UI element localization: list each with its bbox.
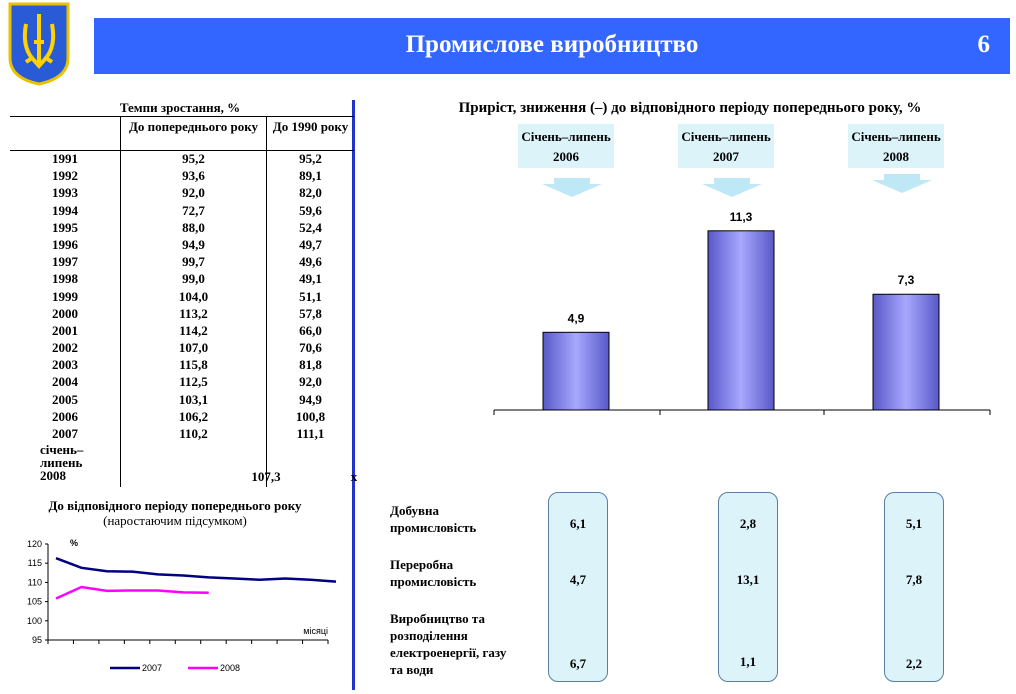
sector-label-mining: Добувна промисловість <box>390 503 477 535</box>
series-line-2008 <box>56 587 209 599</box>
down-arrow-icon <box>870 174 934 194</box>
row-year: 1999 <box>52 288 78 304</box>
row-year: 2005 <box>52 391 78 407</box>
cell-value: 92,0 <box>266 374 354 391</box>
cell-value: 107,0 <box>120 340 266 357</box>
period-text: Січень–липень <box>851 129 941 144</box>
cell-value: 106,2 <box>120 409 266 426</box>
row-label: липень <box>40 455 83 471</box>
bar <box>543 332 609 410</box>
row-year: 2006 <box>52 408 78 424</box>
row-year: 1992 <box>52 168 78 184</box>
table-row <box>10 306 354 323</box>
cell-value: 49,6 <box>266 254 354 271</box>
sector-value: 13,1 <box>736 572 760 587</box>
period-label <box>848 124 944 168</box>
cell-value: 99,7 <box>120 254 266 271</box>
period-text: Січень–липень <box>521 129 611 144</box>
cell-value: 92,0 <box>120 185 266 202</box>
cell-value: 59,6 <box>266 203 354 220</box>
cell-value: 52,4 <box>266 220 354 237</box>
table-header <box>10 117 354 151</box>
legend-label: 2007 <box>142 663 163 673</box>
table-row <box>10 151 354 168</box>
cell-value: 81,8 <box>266 357 354 374</box>
cell-value: 100,8 <box>266 409 354 426</box>
cell-value: 72,7 <box>120 203 266 220</box>
table-row <box>10 323 354 340</box>
page-title: Промислове виробництво <box>405 31 699 58</box>
cell-value: 99,0 <box>120 271 266 288</box>
col-prev-year: До попереднього року <box>120 117 266 150</box>
table-row <box>10 340 354 357</box>
y-tick-label: 95 <box>31 635 42 645</box>
row-year: 2007 <box>52 426 78 441</box>
row-year: 2001 <box>52 322 78 338</box>
y-tick-label: 120 <box>26 539 42 549</box>
period-label <box>678 124 774 168</box>
down-arrow-icon <box>540 178 604 198</box>
table-row <box>10 374 354 391</box>
cell-value: 115,8 <box>120 357 266 374</box>
y-tick-label: 100 <box>26 615 42 626</box>
cell-value: 94,9 <box>120 237 266 254</box>
table-row <box>10 409 354 426</box>
sector-value: 2,8 <box>739 516 757 531</box>
line-chart <box>10 532 340 682</box>
sector-value: 2,2 <box>905 656 923 671</box>
row-year: 2008 <box>40 468 66 484</box>
bar-value-label: 4,9 <box>567 311 585 326</box>
table-row <box>10 357 354 374</box>
y-tick-label: 105 <box>26 596 42 607</box>
title-banner <box>94 18 1010 74</box>
period-year: 2006 <box>553 149 579 164</box>
table-row <box>10 426 354 443</box>
y-tick-label: 110 <box>27 577 42 588</box>
sector-value: 1,1 <box>739 654 757 669</box>
sector-value: 6,1 <box>569 516 587 531</box>
cell-value: 112,5 <box>120 374 266 391</box>
row-label: січень– <box>40 442 84 458</box>
cell-value: 107,3 <box>251 469 281 485</box>
row-year: 2003 <box>52 357 78 373</box>
row-year: 2002 <box>52 340 78 356</box>
row-year: 2004 <box>52 374 78 390</box>
row-year: 1994 <box>52 202 78 218</box>
table-row <box>10 271 354 288</box>
cell-value: 93,6 <box>120 168 266 185</box>
row-year: 1996 <box>52 236 78 252</box>
sector-value: 4,7 <box>569 572 587 587</box>
table-row <box>10 237 354 254</box>
table-row <box>10 289 354 306</box>
cell-value: 82,0 <box>266 185 354 202</box>
cell-value: 114,2 <box>120 323 266 340</box>
period-year: 2007 <box>713 149 739 164</box>
table-row <box>10 168 354 185</box>
table-row <box>10 392 354 409</box>
cell-value: 95,2 <box>266 151 354 168</box>
bar-chart <box>490 168 994 430</box>
line-chart-subtitle: (наростаючим підсумком) <box>103 513 247 528</box>
y-axis-label: % <box>70 538 79 548</box>
period-year: 2008 <box>883 149 909 164</box>
bar-chart-title: Приріст, зниження (–) до відповідного періоду попереднього року, % <box>458 100 922 116</box>
bar-value-label: 11,3 <box>729 209 753 224</box>
table-title: Темпи зростання, % <box>119 100 241 115</box>
table-row <box>10 254 354 271</box>
line-chart-title: До відповідного періоду попереднього року <box>48 498 302 513</box>
legend-label: 2008 <box>220 663 241 673</box>
col-1990: До 1990 року <box>266 117 354 150</box>
cell-value: 89,1 <box>266 168 354 185</box>
row-year: 1993 <box>52 185 78 201</box>
period-label <box>518 124 614 168</box>
period-text: Січень–липень <box>681 129 771 144</box>
cell-value: 51,1 <box>266 289 354 306</box>
cell-value: 49,1 <box>266 271 354 288</box>
cell-value: 103,1 <box>120 392 266 409</box>
series-line-2007 <box>56 558 336 581</box>
table-row <box>10 220 354 237</box>
row-year: 1991 <box>52 151 78 166</box>
cell-value: 70,6 <box>266 340 354 357</box>
cell-value: 113,2 <box>120 306 266 323</box>
table-row <box>10 203 354 220</box>
sector-value: 5,1 <box>905 516 923 531</box>
row-year: 1995 <box>52 219 78 235</box>
sector-label-energy: Виробництво та розподілення електроенергії, газу та води <box>390 611 507 677</box>
cell-value: 104,0 <box>120 289 266 306</box>
cell-value: 94,9 <box>266 392 354 409</box>
bar-value-label: 7,3 <box>897 273 915 288</box>
cell-value: 88,0 <box>120 220 266 237</box>
x-axis-label: місяці <box>303 626 328 636</box>
sector-label-manufacturing: Переробна промисловість <box>390 557 477 589</box>
bar <box>873 294 939 410</box>
y-tick-label: 115 <box>27 558 42 569</box>
cell-value: 110,2 <box>120 426 266 443</box>
row-year: 2000 <box>52 305 78 321</box>
bar <box>708 231 774 410</box>
cell-value: 66,0 <box>266 323 354 340</box>
cell-value: 57,8 <box>266 306 354 323</box>
cell-value: x <box>350 469 358 485</box>
growth-table <box>10 116 358 487</box>
cell-value: 111,1 <box>266 426 354 443</box>
page-number: 6 <box>977 31 990 58</box>
cell-value: 49,7 <box>266 237 354 254</box>
table-row <box>10 442 358 487</box>
coat-of-arms-icon <box>8 2 70 86</box>
row-year: 1997 <box>52 254 78 270</box>
table-row <box>10 185 354 202</box>
cell-value: 95,2 <box>120 151 266 168</box>
sector-value: 7,8 <box>905 572 923 587</box>
row-year: 1998 <box>52 271 78 287</box>
down-arrow-icon <box>700 178 764 198</box>
sector-value: 6,7 <box>569 656 587 671</box>
